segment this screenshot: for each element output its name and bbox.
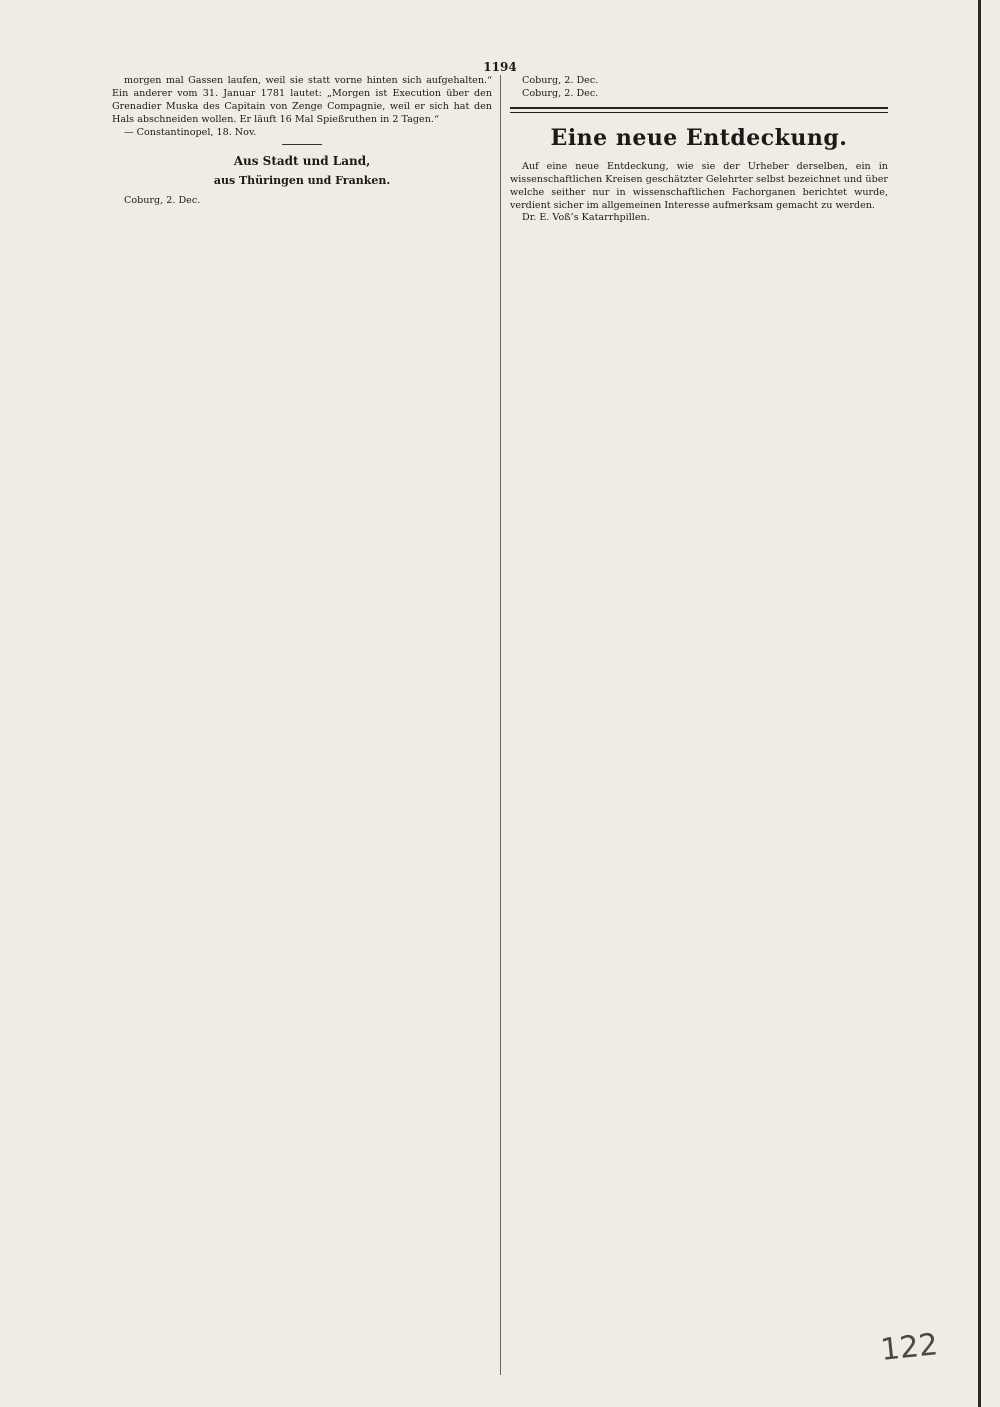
section-subheading: aus Thüringen und Franken. (213, 173, 391, 187)
article-paragraph: Coburg, 2. Dec. (124, 194, 201, 206)
article-paragraph: — Constantinopel, 18. Nov. (124, 126, 257, 138)
page-number: 1194 (483, 60, 517, 74)
bleed-through-text (300, 20, 940, 60)
handwritten-number: 122 (878, 1327, 940, 1368)
feature-rule (510, 107, 888, 113)
section-heading: Aus Stadt und Land, (233, 153, 371, 168)
column-divider (500, 75, 501, 1375)
feature-paragraph: Dr. E. Voß’s Katarrhpillen. (522, 212, 650, 224)
right-column (510, 75, 888, 1375)
feature-title: Eine neue Entdeckung. (550, 124, 848, 151)
page-edge (978, 0, 981, 1407)
left-column (112, 75, 492, 1375)
article-paragraph: Coburg, 2. Dec. (522, 87, 599, 99)
section-rule (282, 144, 322, 145)
feature-paragraph: Auf eine neue Entdeckung, wie sie der Urheber derselben, ein in wissenschaftlichen Kreisen geschätzter Gelehrter selbst bezeichnet und über welche seither nur in wissenschaftlichen Fachorganen berichtet wurde, verdient sicher im allgemeinen Interesse aufmerksam gemacht zu werden. (510, 160, 888, 211)
article-paragraph: morgen mal Gassen laufen, weil sie statt vorne hinten sich aufgehalten.“ Ein anderer vom 31. Januar 1781 lautet: „Morgen ist Execution über den Grenadier Muska des Capitain von Zenge Compagnie, weil er sich hat den Hals abschneiden wollen. Er läuft 16 Mal Spießruthen in 2 Tagen.“ (112, 75, 492, 125)
article-paragraph: Coburg, 2. Dec. (522, 75, 599, 86)
